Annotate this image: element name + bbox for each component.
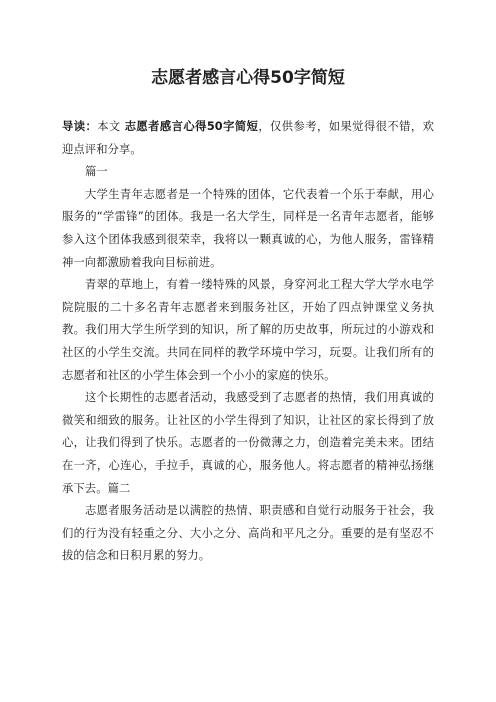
section-heading: 篇一: [85, 165, 108, 179]
lead-label: 导读：: [62, 120, 98, 133]
body-paragraph-2: 青翠的草地上，有着一缕特殊的风景，身穿河北工程大学大学水电学院院服的二十多名青年志愿者来到服务社区，开始了四点钟课堂义务执教。我们用大学生所学到的知识，所了解的历史故事，所玩过的小游戏和社区的小学生交流。共同在同样的教学环境中学习，玩耍。让我们所有的志愿者和社区的小学生体会到一个小小的家庭的快乐。: [62, 278, 434, 382]
lead-paragraph: [62, 116, 434, 161]
document-page: [62, 66, 434, 568]
document-title: 志愿者感言心得50字简短: [151, 68, 345, 88]
body-paragraph-3: 这个长期性的志愿者活动，我感受到了志愿者的热情，我们用真诚的微笑和细致的服务。让社区的小学生得到了知识，让社区的家长得到了放心，让我们得到了快乐。志愿者的一份微薄之力，创造着完美未来。团结在一齐，心连心，手拉手，真诚的心，服务他人。将志愿者的精神弘扬继承下去。篇二: [62, 391, 434, 495]
body-paragraph-4: 志愿者服务活动是以满腔的热情、职责感和自觉行动服务于社会，我们的行为没有轻重之分、大小之分、高尚和平凡之分。重要的是有坚忍不拔的信念和日积月累的努力。: [62, 504, 434, 563]
lead-title: 志愿者感言心得50字简短: [124, 120, 259, 133]
body-paragraph-1: 大学生青年志愿者是一个特殊的团体，它代表着一个乐于奉献，用心服务的“学雷锋”的团体。我是一名大学生，同样是一名青年志愿者，能够参入这个团体我感到很荣幸，我将以一颗真诚的心，为他人服务，雷锋精神一向都激励着我向目标前进。: [62, 187, 434, 269]
lead-post: ，仅供参考，如果觉得很不错，欢迎点评和分享。: [62, 120, 434, 156]
lead-pre: 本文: [97, 120, 121, 133]
